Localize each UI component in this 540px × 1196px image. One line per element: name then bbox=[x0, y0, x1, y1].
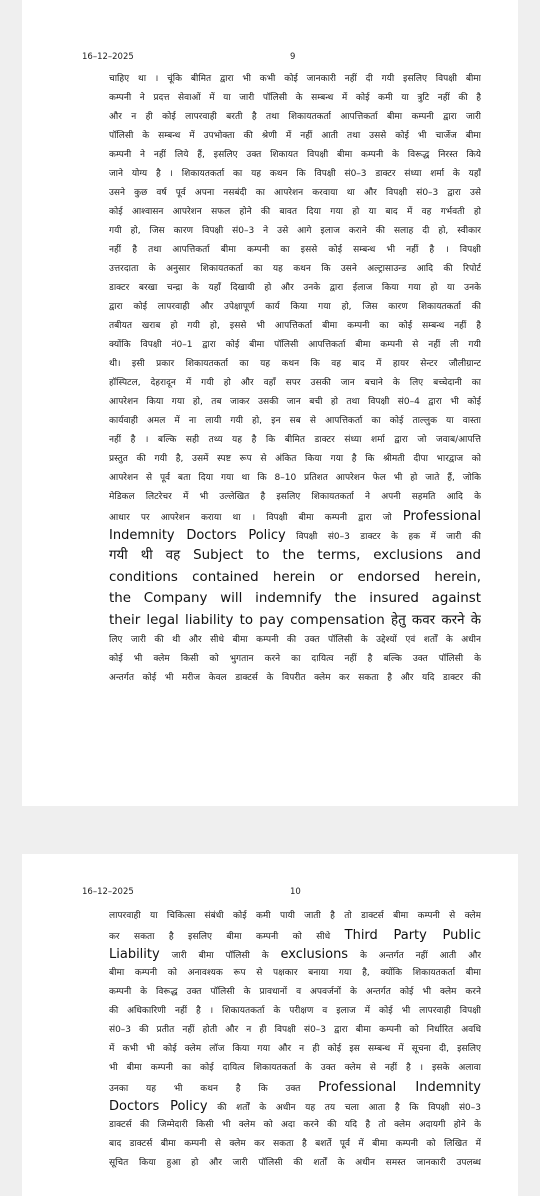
text-line bbox=[109, 203, 481, 222]
text-line bbox=[109, 146, 481, 165]
english-phrase: Professional bbox=[402, 509, 481, 524]
text-segment: आपरेशन से पूर्व बता दिया गया था कि 8–10 प्रतिशत आपरेशन फेल भी हो जाते हैं, जोकि bbox=[109, 473, 481, 483]
text-segment: भी बीमा कम्पनी का कोई दायित्व शिकायतकर्ता के उक्त क्लेम से नहीं है । इसके अलावा bbox=[109, 1063, 481, 1073]
text-line bbox=[109, 545, 481, 567]
text-segment: गयी थी वह bbox=[109, 548, 194, 563]
text-segment: डाक्टर बरखा चन्द्रा के यहॉं दिखायी हो और उनके द्वारा ईलाज किया गया हो या उनके bbox=[109, 283, 481, 293]
text-segment: में कभी भी कोई क्लेम लॉज किया गया और न ही कोई इस सम्बन्ध में सूचना दी, इसलिए bbox=[109, 1044, 481, 1054]
english-phrase: Subject to the terms, exclusions and bbox=[193, 548, 481, 563]
text-segment: मेडिकल लिटरेचर में भी उल्लेखित है इसलिए शिकायतकर्ता ने अपनी सहमति आदि के bbox=[109, 492, 481, 502]
page-header bbox=[22, 887, 518, 907]
text-segment: कोई भी क्लेम किसी को भुगतान करने का दायित्व नहीं है बल्कि उक्त पॉलिसी के bbox=[109, 654, 481, 664]
text-line bbox=[109, 907, 481, 926]
text-line bbox=[109, 1135, 481, 1154]
text-segment: हॉस्पिटल, देहरादून में गयी हो और वहॉं सपर उसकी जान बचाने के लिए बच्चेदानी का bbox=[109, 378, 481, 388]
text-segment: तबीयत खराब हो गयी हो, इससे भी आपत्तिकर्ता बीमा कम्पनी का कोई सम्बन्ध नहीं है bbox=[109, 321, 481, 331]
text-line bbox=[109, 631, 481, 650]
text-line bbox=[109, 469, 481, 488]
text-segment: बाद डाक्टर्स बीमा कम्पनी से क्लेम कर सकता है बशर्ते पूर्व में बीमा कम्पनी को लिखित में bbox=[109, 1139, 481, 1149]
page-body bbox=[109, 70, 481, 688]
text-line bbox=[109, 669, 481, 688]
text-segment: कम्पनी के विरूद्ध उक्त पॉलिसी के प्रावधानों व अपवर्जनों के अन्तर्गत कोई भी क्लेम करने bbox=[109, 987, 481, 997]
text-segment: डाक्टर्स की जिम्मेदारी किसी भी क्लेम को अदा करने की यदि है तो क्लेम अदायगी होने के bbox=[109, 1120, 481, 1130]
text-line bbox=[109, 70, 481, 89]
text-segment: आधार पर आपरेशन कराया था । विपक्षी बीमा कम्पनी द्वारा जो bbox=[109, 513, 403, 523]
text-line bbox=[109, 526, 481, 545]
text-line bbox=[109, 241, 481, 260]
text-segment: सं0–3 की प्रतीत नहीं होती और न ही विपक्षी सं0–3 द्वारा बीमा कम्पनी को निर्धारित अवधि bbox=[109, 1025, 481, 1035]
text-line bbox=[109, 336, 481, 355]
text-segment: बीमा कम्पनी को अनावश्यक रूप से पक्षकार बनाया गया है, क्योंकि शिकायतकर्ता बीमा bbox=[109, 968, 481, 978]
text-segment: सूचित किया हुआ हो और जारी पॉलिसी की शर्तों के अधीन समस्त जानकारी उपलब्ध bbox=[109, 1158, 481, 1168]
text-segment: उनका यह भी कथन है कि उक्त bbox=[109, 1084, 319, 1094]
document-page-9 bbox=[22, 0, 518, 806]
text-segment: क्योंकि विपक्षी नं0–1 द्वारा कोई बीमा पॉलिसी आपत्तिकर्ता बीमा कम्पनी से नहीं ली गयी bbox=[109, 340, 481, 350]
text-line bbox=[109, 1097, 481, 1116]
text-segment: उसने कुछ वर्ष पूर्व अपना नसबंदी का आपरेशन करवाया था और विपक्षी सं0–3 द्वारा उसे bbox=[109, 188, 481, 198]
text-segment: कोई आश्वासन आपरेशन सफल होने की बावत दिया गया हो या बाद में वह गर्भवती हो bbox=[109, 207, 481, 217]
text-line bbox=[109, 1116, 481, 1135]
text-line bbox=[109, 926, 481, 945]
english-phrase: Professional Indemnity bbox=[318, 1080, 481, 1095]
text-segment: कम्पनी ने नहीं लिये हैं, इसलिए उक्त शिकायत विपक्षी बीमा कम्पनी के विरूद्ध निरस्त किये bbox=[109, 150, 481, 160]
text-line bbox=[109, 567, 481, 589]
text-segment: नहीं है । बल्कि सही तथ्य यह है कि बीमित डाक्टर संध्या शर्मा द्वारा जो जवाब/आपत्ति bbox=[109, 435, 481, 445]
text-line bbox=[109, 222, 481, 241]
english-phrase: Doctors Policy bbox=[109, 1099, 208, 1114]
page-date: 16–12–2025 bbox=[82, 887, 134, 897]
english-phrase: conditions contained herein or endorsed herein, bbox=[109, 569, 481, 585]
text-segment: अन्तर्गत कोई भी मरीज केवल डाक्टर्स के विपरीत क्लेम कर सकता है और यदि डाक्टर की bbox=[109, 673, 481, 683]
text-segment: चाहिए था । चूंकि बीमित द्वारा भी कभी कोई जानकारी नहीं दी गयी इसलिए विपक्षी बीमा bbox=[109, 74, 481, 84]
text-line bbox=[109, 1021, 481, 1040]
text-line bbox=[109, 127, 481, 146]
text-line bbox=[109, 1078, 481, 1097]
text-line bbox=[109, 1040, 481, 1059]
text-line bbox=[109, 1154, 481, 1173]
text-line bbox=[109, 355, 481, 374]
page-number: 9 bbox=[290, 52, 296, 62]
text-line bbox=[109, 650, 481, 669]
text-segment: के अन्तर्गत नहीं आती और bbox=[348, 951, 481, 961]
text-segment: कम्पनी ने प्रदत्त सेवाओं में या जारी पॉलिसी के सम्बन्ध में कोई कमी या त्रुटि नहीं की है bbox=[109, 93, 481, 103]
text-line bbox=[109, 184, 481, 203]
text-line bbox=[109, 260, 481, 279]
text-segment: गयी हो, जिस कारण विपक्षी सं0–3 ने उसे आगे इलाज कराने की सलाह दी हो, स्वीकार bbox=[109, 226, 481, 236]
text-segment: उत्तरदाता के अनुसार शिकायतकर्ता का यह कथन कि उसने अल्ट्रासाउन्ड आदि की रिपोर्ट bbox=[109, 264, 481, 274]
text-line bbox=[109, 431, 481, 450]
text-line bbox=[109, 945, 481, 964]
text-segment: विपक्षी सं0–3 डाक्टर के हक में जारी की bbox=[285, 532, 481, 542]
text-line bbox=[109, 165, 481, 184]
text-line bbox=[109, 983, 481, 1002]
text-line bbox=[109, 1059, 481, 1078]
text-line bbox=[109, 450, 481, 469]
document-page-10 bbox=[22, 854, 518, 1196]
text-segment: कर सकता है इसलिए बीमा कम्पनी को सीधे bbox=[109, 932, 345, 942]
english-phrase: Liability bbox=[109, 947, 160, 962]
text-line bbox=[109, 108, 481, 127]
text-segment: प्रस्तुत की गयी है, उसमें स्पष्ट रूप से अंकित किया गया है कि श्रीमती दीपा भारद्वाज को bbox=[109, 454, 481, 464]
text-segment: और न ही कोई लापरवाही बरती है तथा शिकायतकर्ता आपत्तिकर्ता बीमा कम्पनी द्वारा जारी bbox=[109, 112, 481, 122]
text-line bbox=[109, 488, 481, 507]
text-segment: जारी बीमा पॉलिसी के bbox=[159, 951, 281, 961]
english-phrase: their legal liability to pay compensation bbox=[109, 612, 385, 628]
text-line bbox=[109, 298, 481, 317]
text-line bbox=[109, 610, 481, 632]
text-line bbox=[109, 317, 481, 336]
text-line bbox=[109, 1002, 481, 1021]
page-number: 10 bbox=[290, 887, 301, 897]
text-line bbox=[109, 279, 481, 298]
text-segment: की अधिकारिणी नहीं है । शिकायतकर्ता के परीक्षण व इलाज में कोई भी लापरवाही विपक्षी bbox=[109, 1006, 481, 1016]
text-line bbox=[109, 393, 481, 412]
text-segment: आपरेशन किया गया हो, तब जाकर उसकी जान बची हो तथा विपक्षी सं0–4 द्वारा भी कोई bbox=[109, 397, 481, 407]
text-segment: पॉलिसी के सम्बन्ध में उपभोक्ता की श्रेणी में नहीं आती तथा उससे कोई भी चार्जेज बीमा bbox=[109, 131, 481, 141]
text-segment: की शर्तों के अधीन यह तय चला आता है कि विपक्षी सं0–3 bbox=[207, 1103, 481, 1113]
page-header bbox=[22, 52, 518, 72]
text-line bbox=[109, 374, 481, 393]
text-segment: लिए जारी की थी और सीधे बीमा कम्पनी की उक्त पॉलिसी के उद्देश्यों एवं शर्तों के अधीन bbox=[109, 635, 481, 645]
text-line bbox=[109, 89, 481, 108]
text-line bbox=[109, 412, 481, 431]
text-segment: जाने योग्य है । शिकायतकर्ता का यह कथन कि विपक्षी सं0–3 डाक्टर संध्या शर्मा के यहॉं bbox=[109, 169, 481, 179]
english-phrase: exclusions bbox=[280, 947, 349, 962]
english-phrase: the Company will indemnify the insured against bbox=[109, 591, 481, 606]
text-line bbox=[109, 588, 481, 610]
text-segment: लापरवाही या चिकित्सा संबंधी कोई कमी पायी जाती है तो डाक्टर्स बीमा कम्पनी से क्लेम bbox=[109, 911, 481, 921]
english-phrase: Third Party Public bbox=[344, 928, 481, 943]
text-line bbox=[109, 964, 481, 983]
text-segment: थी। इसी प्रकार शिकायतकर्ता का यह कथन कि वह बाद में हायर सेन्टर जौलीग्रान्ट bbox=[109, 359, 481, 369]
page-date: 16–12–2025 bbox=[82, 52, 134, 62]
text-segment: नहीं है तथा आपत्तिकर्ता बीमा कम्पनी का इससे कोई सम्बन्ध भी नहीं है । विपक्षी bbox=[109, 245, 481, 255]
page-body bbox=[109, 907, 481, 1173]
english-phrase: Indemnity Doctors Policy bbox=[109, 528, 286, 543]
text-segment: हेतु कवर करने के bbox=[384, 612, 481, 628]
text-segment: कार्यवाही अमल में ना लायी गयी हो, इन सब से आपत्तिकर्ता का कोई ताल्लुक या वास्ता bbox=[109, 416, 481, 426]
text-line bbox=[109, 507, 481, 526]
text-segment: द्वारा कोई लापरवाही और उपेक्षापूर्ण कार्य किया गया हो, जिस कारण शिकायतकर्ता की bbox=[109, 302, 481, 312]
